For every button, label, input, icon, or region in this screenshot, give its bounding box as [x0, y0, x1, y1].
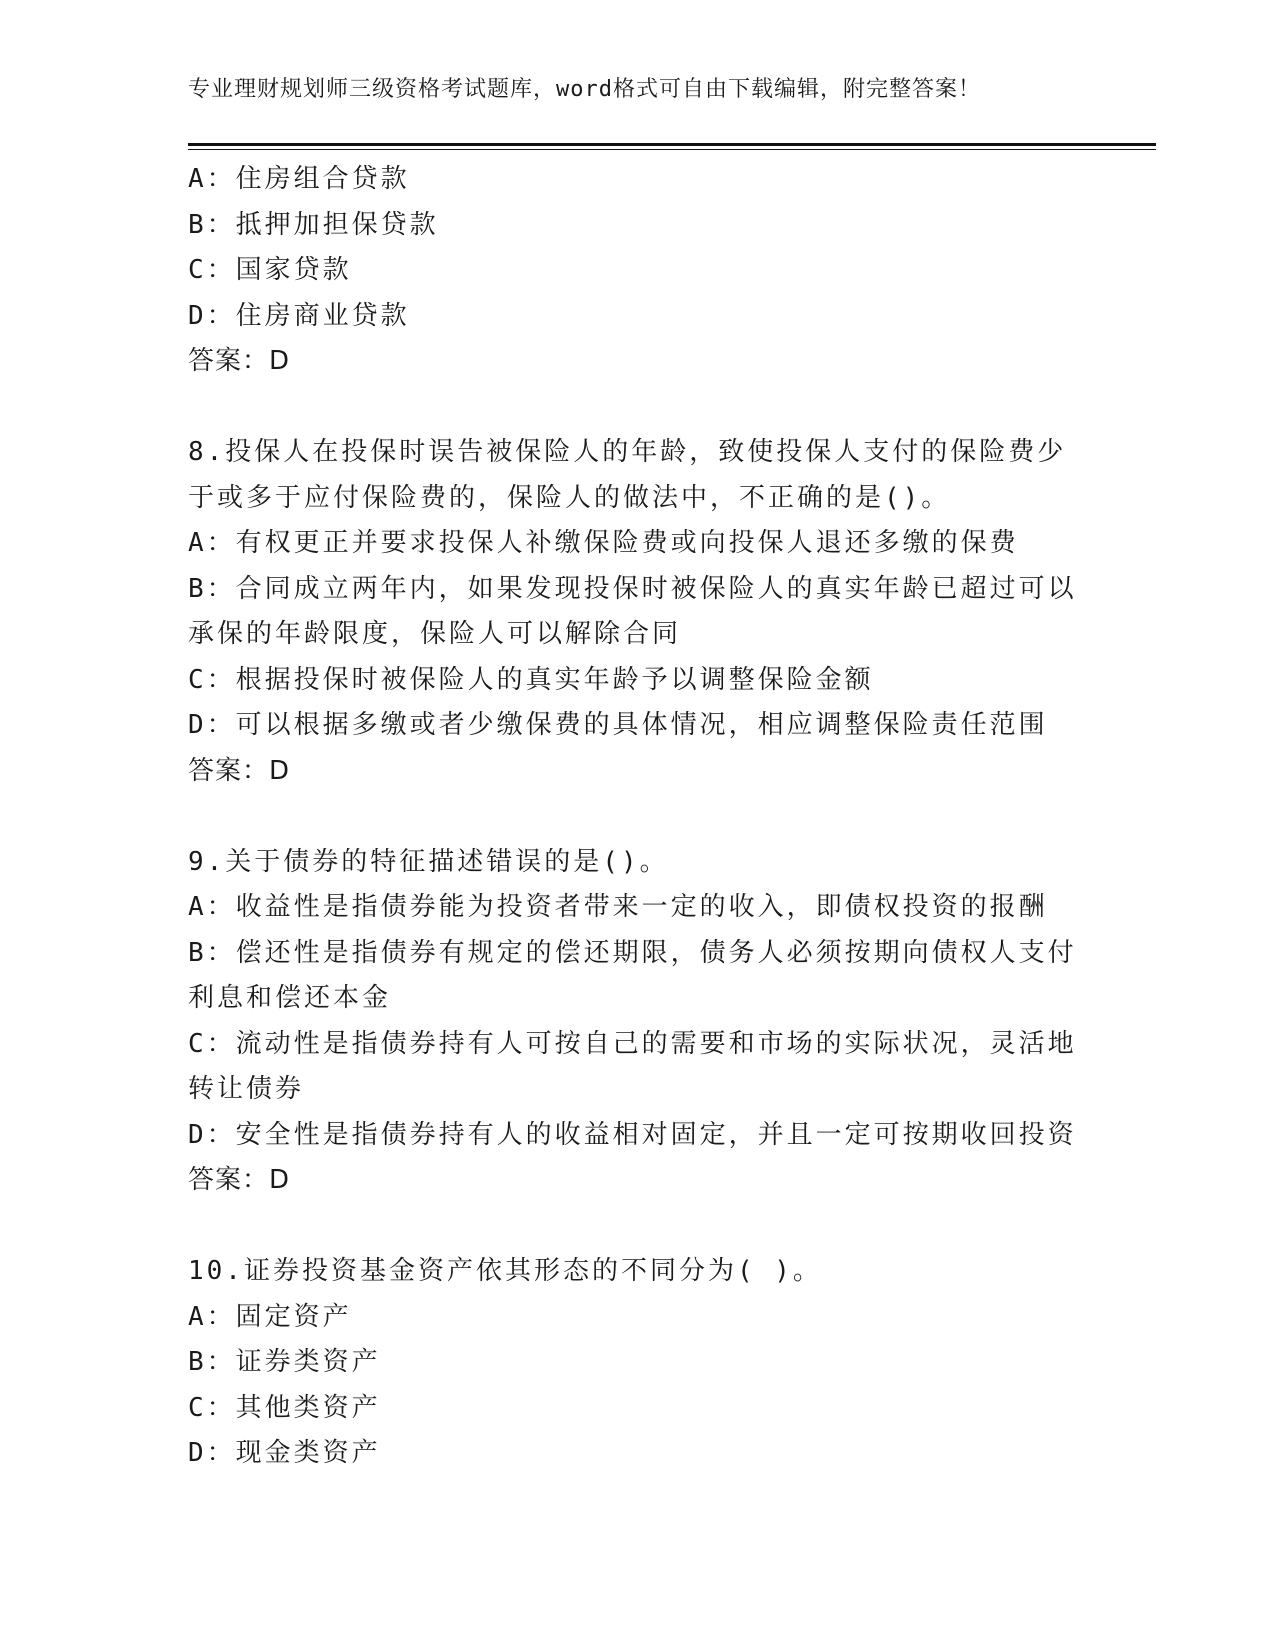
option-b: B：抵押加担保贷款 [188, 209, 439, 240]
question-9-option-b-cont: 利息和偿还本金 [188, 983, 392, 1013]
question-9-option-c: C：流动性是指债券持有人可按自己的需要和市场的实际状况，灵活地 [188, 1028, 1077, 1059]
option-a: A：住房组合贷款 [188, 164, 410, 194]
question-8-answer: 答案：D [188, 755, 291, 786]
question-9-option-d: D：安全性是指债券持有人的收益相对固定，并且一定可按期收回投资 [188, 1119, 1077, 1150]
spacer [188, 1204, 1088, 1250]
question-8-option-c: C：根据投保时被保险人的真实年龄予以调整保险金额 [188, 664, 874, 695]
question-8-stem-line-1: 8.投保人在投保时误告被保险人的年龄，致使投保人支付的保险费少 [188, 437, 1067, 467]
option-d: D：住房商业贷款 [188, 300, 410, 331]
question-9-option-c-cont: 转让债券 [188, 1074, 305, 1104]
question-10-option-b: B：证券类资产 [188, 1347, 381, 1377]
spacer [188, 385, 1088, 431]
question-9-option-a: A：收益性是指债券能为投资者带来一定的收入，即债权投资的报酬 [188, 892, 1048, 922]
question-9-stem: 9.关于债券的特征描述错误的是()。 [188, 846, 669, 877]
question-10-option-d: D：现金类资产 [188, 1438, 381, 1468]
question-9-answer: 答案：D [188, 1165, 291, 1195]
header-rule-thick [188, 143, 1156, 146]
question-10-stem: 10.证券投资基金资产依其形态的不同分为( )。 [188, 1256, 822, 1286]
question-8-option-b-cont: 承保的年龄限度，保险人可以解除合同 [188, 619, 682, 649]
question-9-option-b: B：偿还性是指债券有规定的偿还期限，债务人必须按期向债权人支付 [188, 937, 1077, 968]
header-rule-thin [188, 149, 1156, 150]
question-content [188, 157, 1088, 1477]
question-8-option-b: B：合同成立两年内，如果发现投保时被保险人的真实年龄已超过可以 [188, 573, 1077, 604]
spacer [188, 794, 1088, 840]
question-8-option-d: D：可以根据多缴或者少缴保费的具体情况，相应调整保险责任范围 [188, 710, 1048, 740]
question-8-stem-line-2: 于或多于应付保险费的，保险人的做法中，不正确的是()。 [188, 482, 951, 513]
question-10-option-a: A：固定资产 [188, 1301, 352, 1332]
question-10-option-c: C：其他类资产 [188, 1392, 381, 1423]
question-8-option-a: A：有权更正并要求投保人补缴保险费或向投保人退还多缴的保费 [188, 528, 1019, 558]
option-c: C：国家贷款 [188, 255, 352, 285]
page-header: 专业理财规划师三级资格考试题库，word格式可自由下载编辑，附完整答案！ [188, 77, 981, 102]
answer-label: 答案：D [188, 346, 291, 376]
